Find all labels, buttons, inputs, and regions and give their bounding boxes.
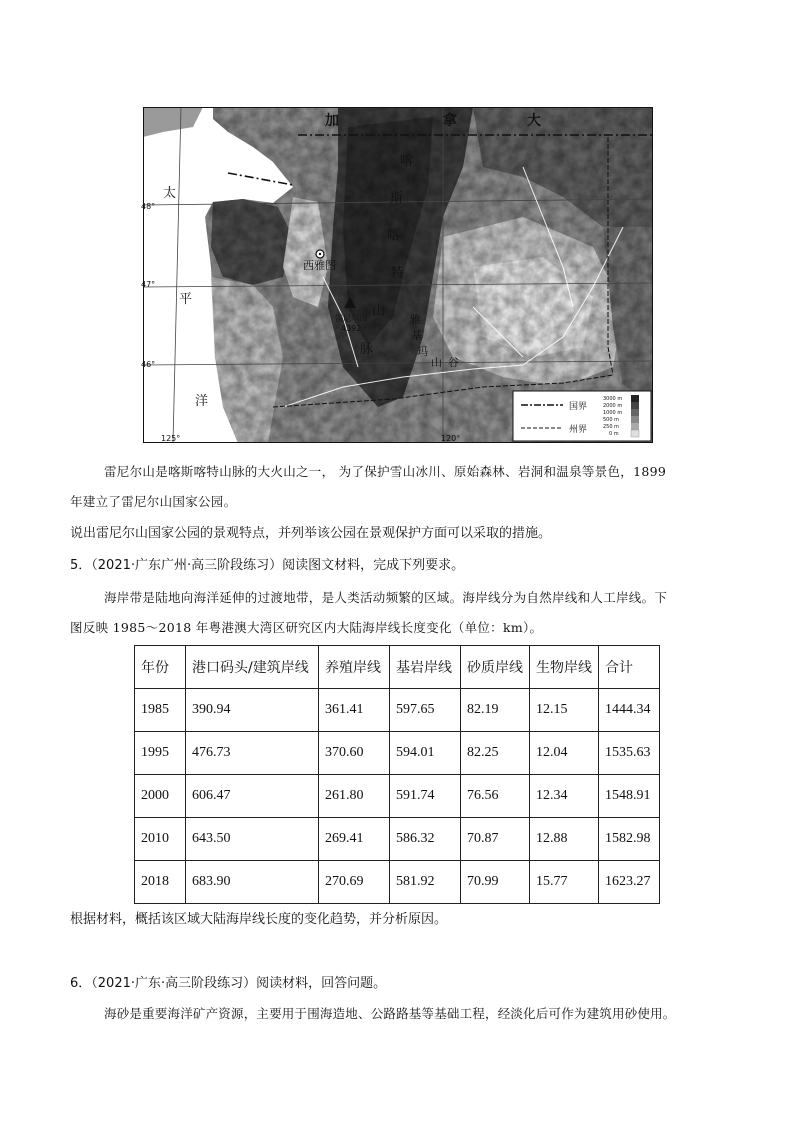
legend-elev-0: 0 m (609, 431, 619, 437)
map-label-ocean-1: 太 (163, 186, 177, 201)
table-row (135, 689, 660, 732)
q4-question: 说出雷尼尔山国家公园的景观特点，并列举该公园在景观保护方面可以采取的措施。 (70, 526, 552, 541)
table-header-row (135, 646, 660, 689)
legend-elev-1000: 1000 m (603, 410, 623, 416)
map-label-range-3: 喀 (387, 228, 401, 243)
table-row (135, 775, 660, 818)
cell-port: 476.73 (186, 732, 319, 775)
col-total: 合计 (599, 646, 660, 689)
cell-bio: 15.77 (530, 861, 599, 904)
map-label-canada-1: 加 (325, 113, 339, 129)
cell-port: 683.90 (186, 861, 319, 904)
cell-total: 1623.27 (599, 861, 660, 904)
table-row (135, 861, 660, 904)
q6-header: 6．（2021·广东·高三阶段练习）阅读材料，回答问题。 (70, 976, 387, 991)
col-bedrock: 基岩岸线 (390, 646, 461, 689)
cell-total: 1444.34 (599, 689, 660, 732)
map-label-valley-4: 山 (431, 356, 442, 369)
cell-aquaculture: 270.69 (319, 861, 390, 904)
col-port: 港口码头/建筑岸线 (186, 646, 319, 689)
legend-elev-250: 250 m (603, 424, 620, 430)
map-label-range-4: 特 (391, 266, 405, 281)
cell-total: 1535.63 (599, 732, 660, 775)
col-bio: 生物岸线 (530, 646, 599, 689)
cell-bio: 12.15 (530, 689, 599, 732)
legend-elev-2000: 2000 m (603, 403, 623, 409)
cell-year: 2000 (135, 775, 186, 818)
lat-label-47: 47° (141, 280, 156, 289)
coastline-table (134, 645, 660, 904)
cell-year: 1985 (135, 689, 186, 732)
topographic-map (143, 107, 653, 443)
cell-bio: 12.04 (530, 732, 599, 775)
cell-port: 606.47 (186, 775, 319, 818)
cell-total: 1582.98 (599, 818, 660, 861)
col-year: 年份 (135, 646, 186, 689)
q5-material-line1: 海岸带是陆地向海洋延伸的过渡地带，是人类活动频繁的区域。海岸线分为自然岸线和人工岸线。下 (104, 590, 668, 605)
map-label-rainier: 雷尼尔山 (335, 314, 367, 323)
cell-bio: 12.88 (530, 818, 599, 861)
map-label-range-5: 山 (372, 304, 386, 319)
cell-total: 1548.91 (599, 775, 660, 818)
cell-port: 643.50 (186, 818, 319, 861)
col-sandy: 砂质岸线 (461, 646, 530, 689)
cell-sandy: 82.25 (461, 732, 530, 775)
lat-label-46: 46° (141, 360, 156, 369)
map-legend (513, 391, 651, 441)
map-label-range-1: 喀 (400, 154, 414, 169)
q5-header: 5．（2021·广东广州·高三阶段练习）阅读图文材料，完成下列要求。 (70, 558, 465, 573)
map-label-rainier-elevation: 4392 (341, 324, 362, 333)
map-label-range-2: 斯 (390, 191, 404, 206)
legend-elev-500: 500 m (603, 417, 620, 423)
legend-national-border: 国界 (569, 402, 588, 412)
q4-material-line2: 年建立了雷尼尔山国家公园。 (70, 494, 237, 509)
cell-bedrock: 597.65 (390, 689, 461, 732)
cell-sandy: 70.87 (461, 818, 530, 861)
cell-bedrock: 591.74 (390, 775, 461, 818)
map-label-ocean-2: 平 (179, 292, 193, 307)
lat-label-48: 48° (141, 202, 156, 211)
cell-aquaculture: 269.41 (319, 818, 390, 861)
cell-sandy: 70.99 (461, 861, 530, 904)
map-label-valley-5: 谷 (448, 356, 459, 369)
map-label-seattle: 西雅图 (303, 259, 336, 272)
cell-bio: 12.34 (530, 775, 599, 818)
q5-question: 根据材料，概括该区域大陆海岸线长度的变化趋势，并分析原因。 (70, 912, 448, 927)
table-row (135, 732, 660, 775)
cell-port: 390.94 (186, 689, 319, 732)
lon-label-125: 125° (161, 434, 181, 443)
map-label-valley-1: 雅 (410, 313, 421, 326)
q5-material-line2: 图反映 1985～2018 年粤港澳大湾区研究区内大陆海岸线长度变化（单位：km）。 (70, 620, 543, 635)
legend-state-border: 州界 (569, 425, 588, 435)
cell-bedrock: 586.32 (390, 818, 461, 861)
col-aquaculture: 养殖岸线 (319, 646, 390, 689)
q6-material-line1: 海砂是重要海洋矿产资源，主要用于围海造地、公路路基等基础工程，经淡化后可作为建筑用砂使用。 (104, 1006, 676, 1021)
map-label-range-6: 脉 (360, 342, 374, 357)
legend-elev-3000: 3000 m (603, 396, 623, 402)
map-label-ocean-3: 洋 (195, 394, 209, 409)
cell-year: 2010 (135, 818, 186, 861)
cell-aquaculture: 370.60 (319, 732, 390, 775)
cell-year: 1995 (135, 732, 186, 775)
cell-sandy: 76.56 (461, 775, 530, 818)
cell-aquaculture: 361.41 (319, 689, 390, 732)
map-label-valley-2: 基 (411, 329, 422, 342)
cell-aquaculture: 261.80 (319, 775, 390, 818)
lon-label-120: 120° (441, 434, 461, 443)
cell-year: 2018 (135, 861, 186, 904)
map-label-canada-3: 大 (527, 113, 541, 129)
map-label-valley-3: 玛 (417, 345, 428, 358)
cell-bedrock: 581.92 (390, 861, 461, 904)
cell-sandy: 82.19 (461, 689, 530, 732)
map-label-canada-2: 拿 (443, 113, 457, 129)
cell-bedrock: 594.01 (390, 732, 461, 775)
q4-material-line1: 雷尼尔山是喀斯喀特山脉的大火山之一， 为了保护雪山冰川、原始森林、岩洞和温泉等景色，1899 (104, 464, 667, 479)
table-row (135, 818, 660, 861)
